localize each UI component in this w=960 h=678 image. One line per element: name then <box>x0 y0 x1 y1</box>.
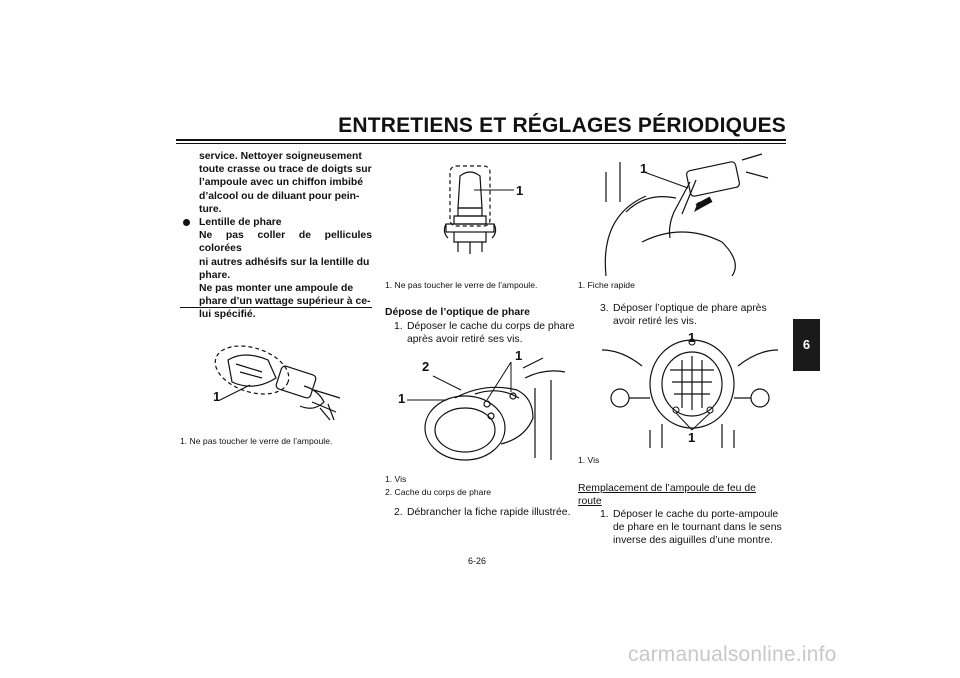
figure-callout: 1 <box>516 183 524 198</box>
figure-callout: 1 <box>213 389 221 404</box>
step-line: après avoir retiré ses vis. <box>407 334 523 346</box>
step-line: inverse des aiguilles d’une montre. <box>613 535 773 547</box>
bullet-line: Ne pas coller de pellicules colorées <box>199 230 372 255</box>
chapter-tab: 6 <box>793 319 820 371</box>
figure-callout: 2 <box>422 359 430 374</box>
step-line: Débrancher la fiche rapide illustrée. <box>407 507 571 518</box>
subsection-heading <box>578 482 786 508</box>
figure-caption: 1. Vis <box>578 455 600 465</box>
bullet-line: ni autres adhésifs sur la lentille du <box>199 256 370 268</box>
subhead-line: Remplacement de l’ampoule de feu de <box>578 483 756 494</box>
step-number: 2. <box>394 507 403 518</box>
warning-end-rule <box>180 307 372 308</box>
bullet-line: Ne pas monter une ampoule de <box>199 283 354 295</box>
step-line: Déposer le cache du corps de phare <box>407 321 575 332</box>
figure-caption: 1. Ne pas toucher le verre de l’ampoule. <box>385 280 538 290</box>
instruction-step <box>394 320 578 346</box>
bullet-item <box>183 216 372 322</box>
figure-callout: 1 <box>640 161 648 176</box>
bullet-line: lui spécifié. <box>199 309 256 321</box>
step-number: 1. <box>600 509 609 520</box>
figure-caption: 1. Ne pas toucher le verre de l’ampoule. <box>180 436 333 446</box>
section-heading: Dépose de l’optique de phare <box>385 307 530 318</box>
figure-caption: 2. Cache du corps de phare <box>385 487 492 497</box>
warning-line: d’alcool ou de diluant pour pein- <box>199 190 360 202</box>
bullet-block <box>183 216 372 322</box>
header-rule-thin <box>176 143 786 144</box>
step-number: 3. <box>600 303 609 314</box>
instruction-step <box>600 302 786 328</box>
figure-callout: 1 <box>515 348 523 363</box>
figure-caption: 1. Vis <box>385 474 407 484</box>
subhead-line: route <box>578 496 602 508</box>
bullet-line: phare. <box>199 269 231 281</box>
page-title: ENTRETIENS ET RÉGLAGES PÉRIODIQUES <box>338 114 786 137</box>
bullet-line: phare d’un wattage supérieur à ce- <box>199 296 371 308</box>
step-line: de phare en le tournant dans le sens <box>613 522 782 534</box>
bullet-icon <box>183 219 190 226</box>
warning-text <box>199 150 372 216</box>
instruction-step <box>600 508 786 548</box>
step-number: 1. <box>394 321 403 332</box>
quick-connector-illustration <box>596 152 776 276</box>
figure-callout: 1 <box>398 391 406 406</box>
warning-line: ture. <box>199 203 222 215</box>
step-line: Déposer l’optique de phare après <box>613 303 767 314</box>
h4-bulb-illustration <box>440 162 530 272</box>
page-number: 6-26 <box>468 556 487 566</box>
header-rule <box>176 139 786 141</box>
step-line: Déposer le cache du porte-ampoule <box>613 509 779 520</box>
instruction-step <box>394 506 578 519</box>
step-line: avoir retiré les vis. <box>613 316 697 328</box>
watermark: carmanualsonline.info <box>628 643 837 666</box>
figure-callout: 1 <box>688 430 696 445</box>
bullet-line: Lentille de phare <box>199 217 282 228</box>
warning-line: toute crasse ou trace de doigts sur <box>199 164 372 176</box>
warning-line: l’ampoule avec un chiffon imbibé <box>199 177 363 189</box>
figure-callout: 1 <box>688 330 696 345</box>
halogen-bulb-illustration <box>200 330 360 430</box>
figure-caption: 1. Fiche rapide <box>578 280 635 290</box>
warning-line: service. Nettoyer soigneusement <box>199 151 362 162</box>
